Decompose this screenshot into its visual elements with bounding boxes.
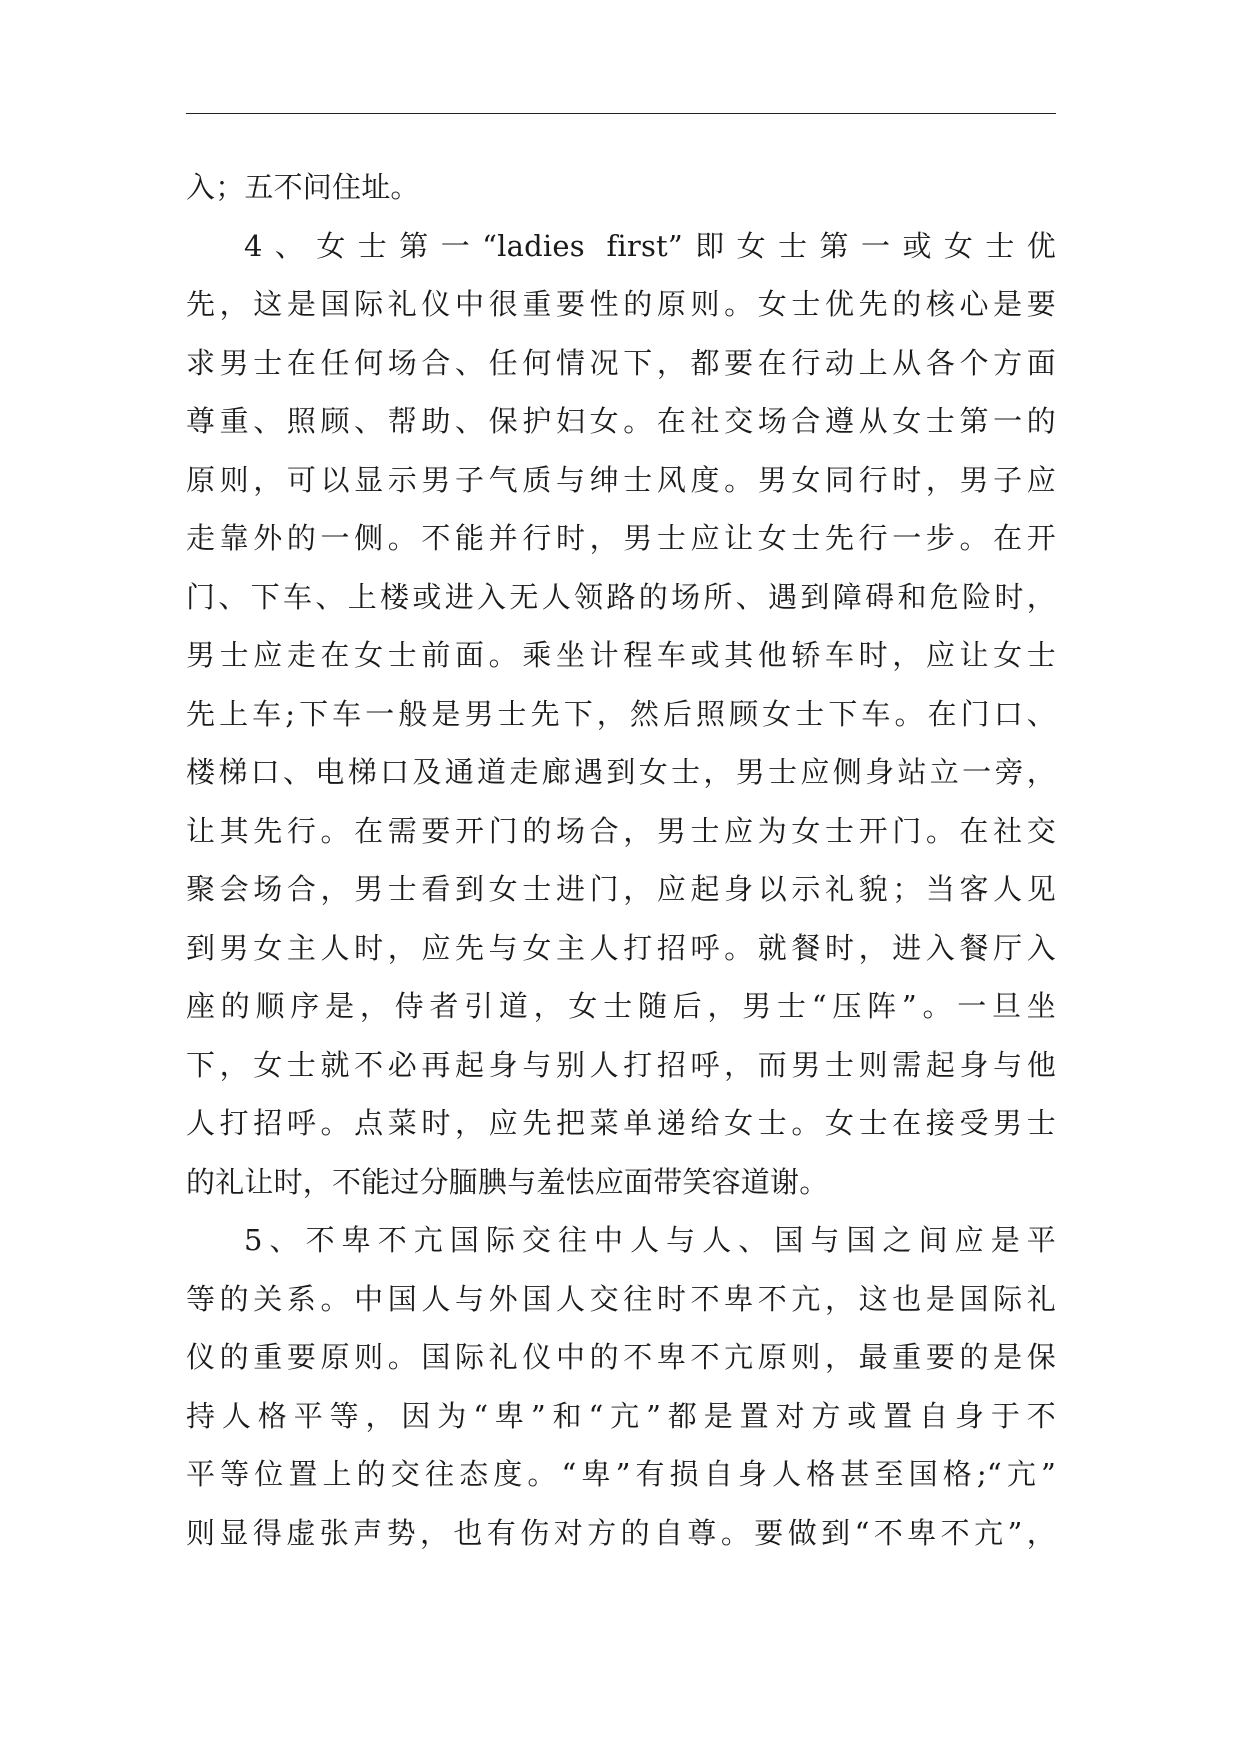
text-line: 男士应走在女士前面。乘坐计程车或其他轿车时，应让女士 [186, 638, 1056, 672]
text-line: 聚会场合，男士看到女士进门，应起身以示礼貌；当客人见 [186, 872, 1056, 906]
text-line: 下，女士就不必再起身与别人打招呼，而男士则需起身与他 [186, 1047, 1056, 1082]
text-line: 平等位置上的交往态度。“卑”有损自身人格甚至国格;“亢” [186, 1457, 1056, 1491]
text-line: 持人格平等，因为“卑”和“亢”都是置对方或置自身于不 [186, 1398, 1056, 1433]
text-line: 尊重、照顾、帮助、保护妇女。在社交场合遵从女士第一的 [186, 404, 1056, 438]
text-line: 则显得虚张声势，也有伤对方的自尊。要做到“不卑不亢”， [186, 1515, 1056, 1550]
text-line: 的礼让时，不能过分腼腆与羞怯应面带笑容道谢。 [186, 1164, 829, 1199]
text-line: 走靠外的一侧。不能并行时，男士应让女士先行一步。在开 [186, 521, 1056, 555]
text-line: 座的顺序是，侍者引道，女士随后，男士“压阵”。一旦坐 [186, 989, 1056, 1023]
text-line: 等的关系。中国人与外国人交往时不卑不亢，这也是国际礼 [186, 1281, 1056, 1316]
document-body [186, 158, 1056, 1562]
text-line: 4、女士第一“ladies first”即女士第一或女士优 [244, 228, 1056, 263]
text-line: 让其先行。在需要开门的场合，男士应为女士开门。在社交 [186, 813, 1056, 848]
text-line: 门、下车、上楼或进入无人领路的场所、遇到障碍和危险时， [186, 579, 1056, 614]
header-rule [186, 113, 1056, 114]
text-line: 先，这是国际礼仪中很重要性的原则。女士优先的核心是要 [186, 287, 1056, 321]
text-line: 入；五不问住址。 [186, 170, 420, 204]
text-line: 5、不卑不亢国际交往中人与人、国与国之间应是平 [244, 1223, 1056, 1257]
text-line: 先上车;下车一般是男士先下，然后照顾女士下车。在门口、 [186, 696, 1056, 731]
text-line: 楼梯口、电梯口及通道走廊遇到女士，男士应侧身站立一旁， [186, 755, 1056, 789]
text-line: 到男女主人时，应先与女主人打招呼。就餐时，进入餐厅入 [186, 930, 1056, 965]
text-line: 求男士在任何场合、任何情况下，都要在行动上从各个方面 [186, 345, 1056, 380]
text-line: 仪的重要原则。国际礼仪中的不卑不亢原则，最重要的是保 [186, 1340, 1056, 1374]
text-line: 原则，可以显示男子气质与绅士风度。男女同行时，男子应 [186, 462, 1056, 497]
text-line: 人打招呼。点菜时，应先把菜单递给女士。女士在接受男士 [186, 1106, 1056, 1140]
